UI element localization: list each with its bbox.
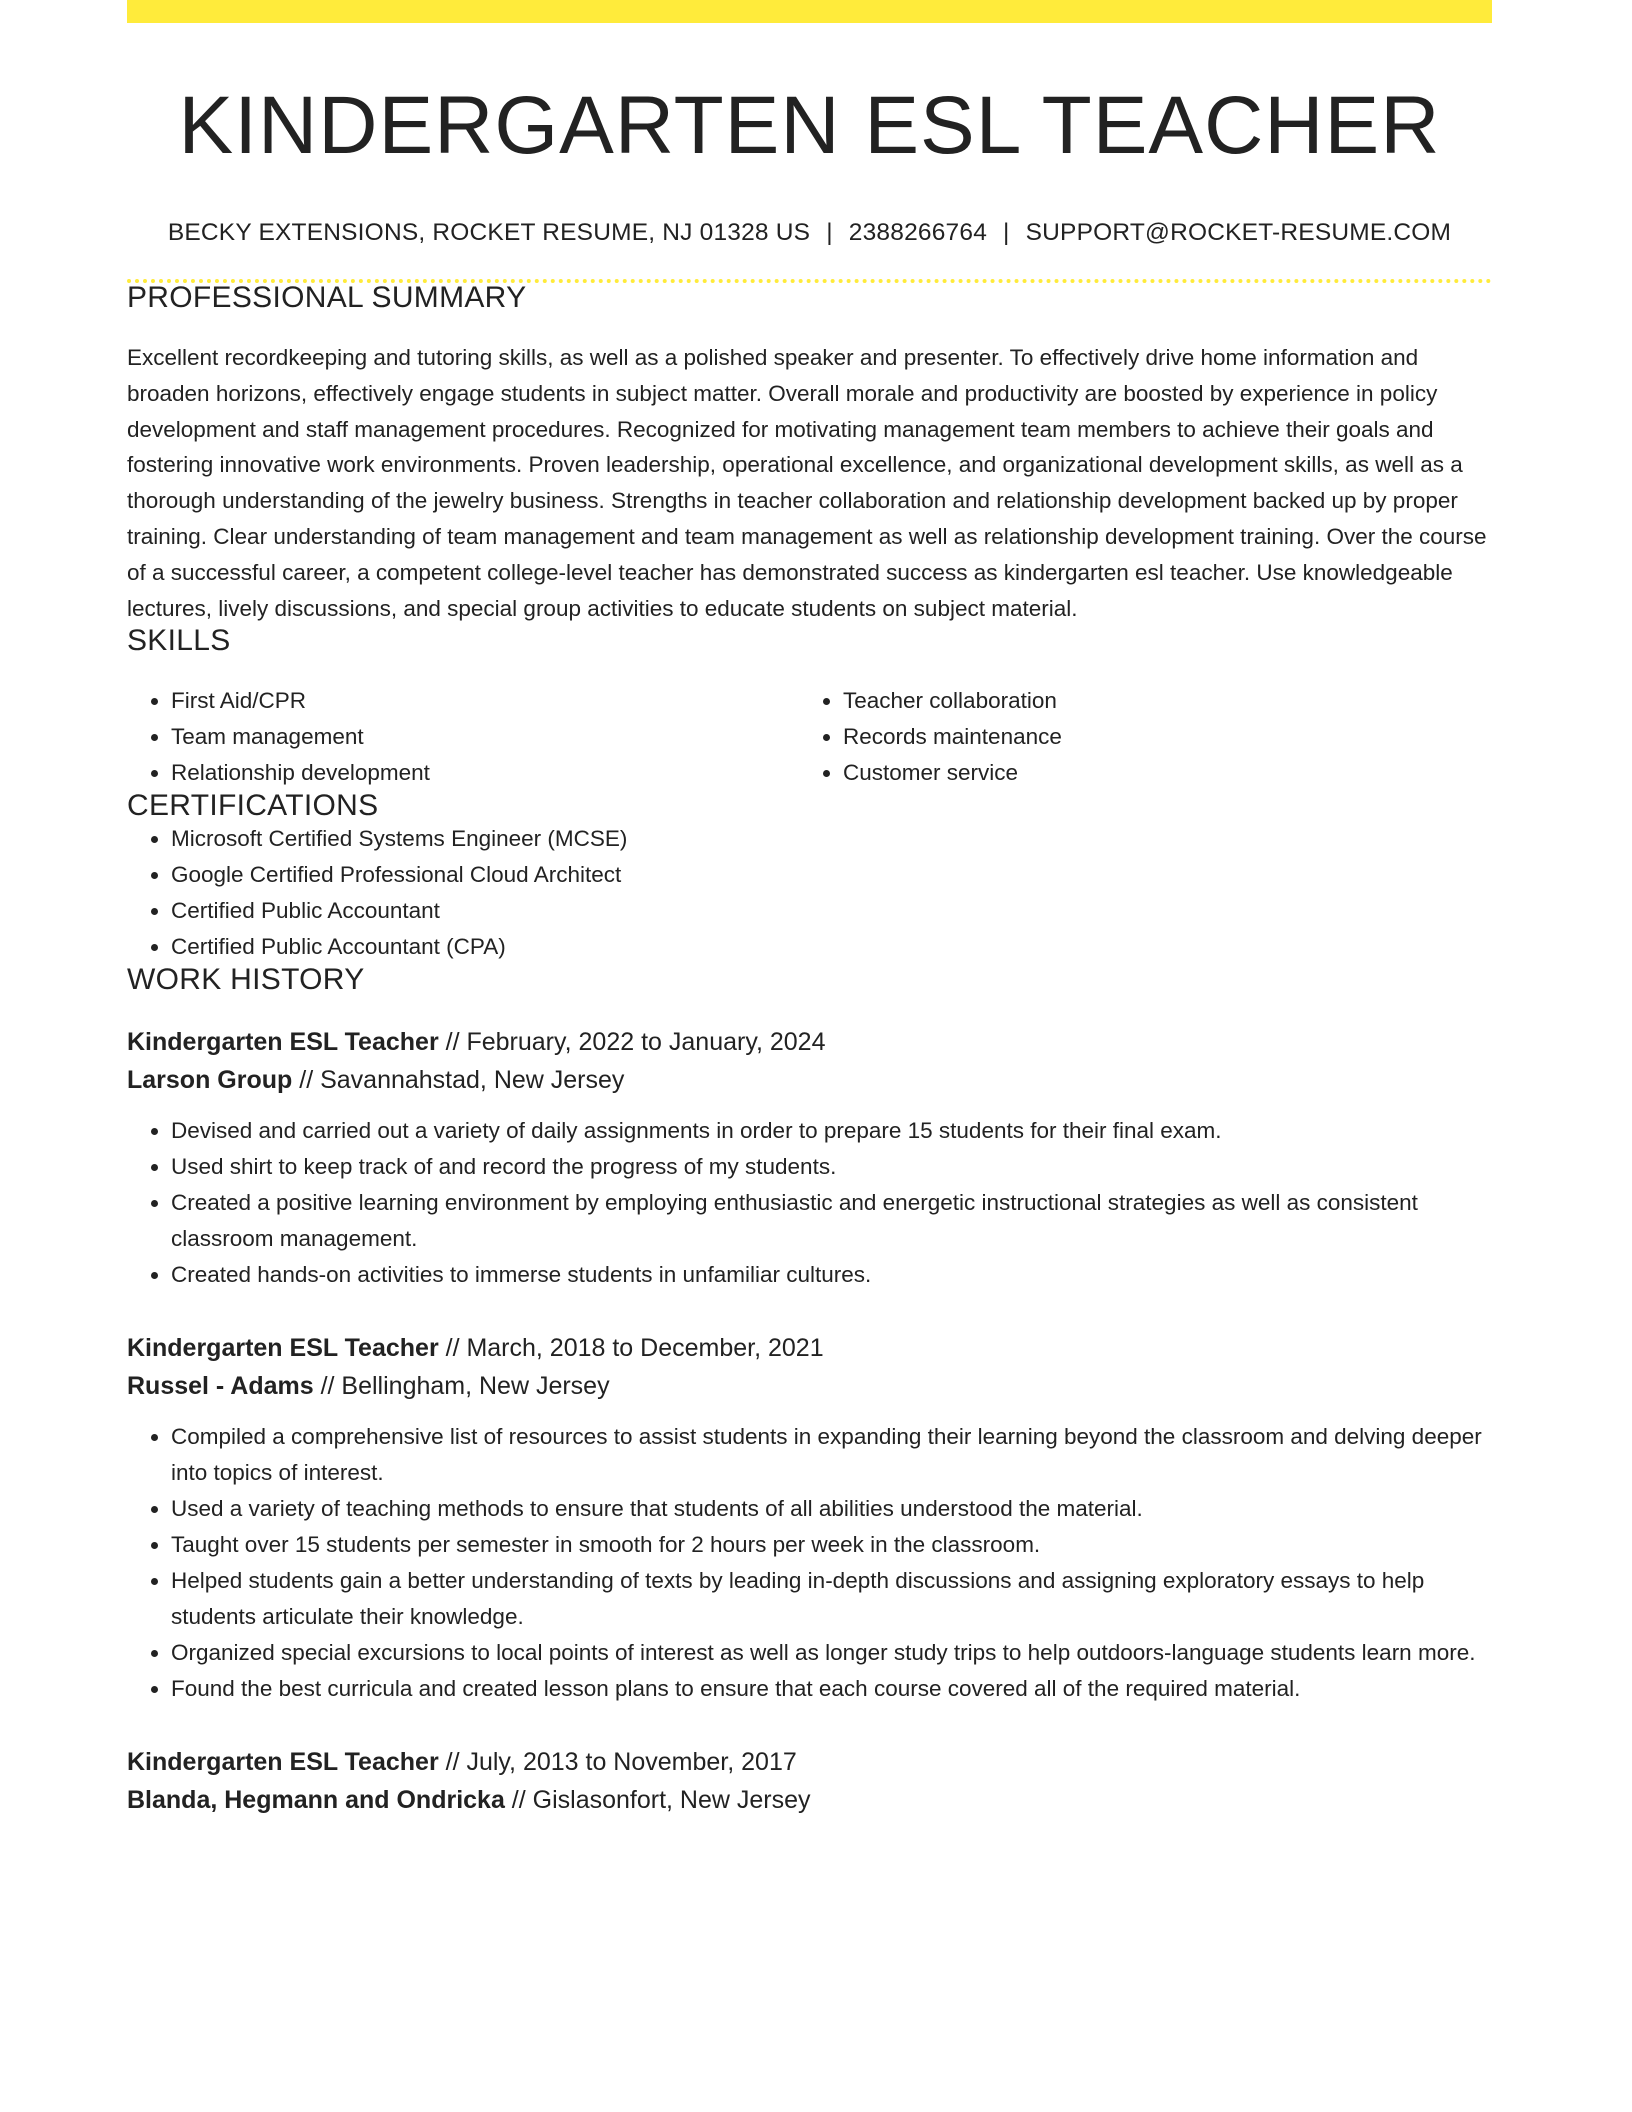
job-dates: // July, 2013 to November, 2017 [438, 1748, 797, 1777]
contact-address: BECKY EXTENSIONS, ROCKET RESUME, NJ 01328 US [167, 219, 811, 246]
skill-item: • Records maintenance [843, 719, 1471, 755]
job-role-line [127, 1329, 1492, 1367]
resume-title: KINDERGARTEN ESL TEACHER [178, 80, 1441, 171]
job-bullet: • Compiled a comprehensive list of resources to assist students in expanding their learning beyond the classroom and delving deeper into topics of interest. [171, 1419, 1492, 1491]
job-company-line [127, 1061, 1492, 1099]
skills-list-left [127, 683, 799, 791]
job-bullets [127, 1113, 1492, 1293]
job-role-line [127, 1023, 1492, 1061]
job-bullets [127, 1419, 1492, 1707]
job-bullet: • Found the best curricula and created lesson plans to ensure that each course covered all of the required material. [171, 1671, 1492, 1707]
work-history-heading: WORK HISTORY [127, 963, 365, 997]
accent-top-bar [127, 0, 1492, 23]
job-company-line [127, 1781, 1492, 1819]
skills-list-right [799, 683, 1471, 791]
summary-heading: PROFESSIONAL SUMMARY [127, 281, 527, 314]
resume-page [127, 0, 1492, 1819]
job-dates: // March, 2018 to December, 2021 [438, 1334, 824, 1363]
job-bullet: • Created a positive learning environment by employing enthusiastic and energetic instructional strategies as well as consistent classroom management. [171, 1185, 1492, 1257]
job-location: // Savannahstad, New Jersey [292, 1066, 625, 1095]
skill-item: • First Aid/CPR [171, 683, 799, 719]
certification-item: • Microsoft Certified Systems Engineer (MCSE) [171, 821, 1492, 857]
contact-separator: | [1003, 219, 1010, 246]
certification-item: • Certified Public Accountant [171, 893, 1492, 929]
skill-item: • Team management [171, 719, 799, 755]
job-entry [127, 1023, 1492, 1293]
job-company: Larson Group [127, 1066, 293, 1095]
job-company: Russel - Adams [127, 1372, 314, 1401]
job-bullet: • Created hands-on activities to immerse students in unfamiliar cultures. [171, 1257, 1492, 1293]
job-role: Kindergarten ESL Teacher [127, 1334, 439, 1363]
job-bullet: • Taught over 15 students per semester in smooth for 2 hours per week in the classroom. [171, 1527, 1492, 1563]
job-company: Blanda, Hegmann and Ondricka [127, 1786, 505, 1815]
skill-item: • Teacher collaboration [843, 683, 1471, 719]
skills-column-right [799, 683, 1471, 791]
certification-item: • Certified Public Accountant (CPA) [171, 929, 1492, 965]
job-location: // Bellingham, New Jersey [313, 1372, 610, 1401]
contact-separator: | [826, 219, 833, 246]
skill-item: • Relationship development [171, 755, 799, 791]
certification-item: • Google Certified Professional Cloud Architect [171, 857, 1492, 893]
job-role: Kindergarten ESL Teacher [127, 1748, 439, 1777]
job-location: // Gislasonfort, New Jersey [504, 1786, 811, 1815]
certifications-heading: CERTIFICATIONS [127, 789, 379, 823]
job-bullet: • Used shirt to keep track of and record the progress of my students. [171, 1149, 1492, 1185]
job-dates: // February, 2022 to January, 2024 [438, 1028, 826, 1057]
skills-grid [127, 683, 1492, 791]
job-bullet: • Devised and carried out a variety of daily assignments in order to prepare 15 students for their final exam. [171, 1113, 1492, 1149]
contact-line [127, 219, 1492, 247]
job-bullet: • Organized special excursions to local points of interest as well as longer study trips to help outdoors-language students learn more. [171, 1635, 1492, 1671]
certifications-list [127, 821, 1492, 965]
skills-heading: SKILLS [127, 624, 231, 658]
skills-column-left [127, 683, 799, 791]
job-role: Kindergarten ESL Teacher [127, 1028, 439, 1057]
skill-item: • Customer service [843, 755, 1471, 791]
contact-phone: 2388266764 [848, 219, 988, 246]
job-bullet: • Helped students gain a better understanding of texts by leading in-depth discussions and assigning exploratory essays to help students articulate their knowledge. [171, 1563, 1492, 1635]
job-company-line [127, 1367, 1492, 1405]
job-entry [127, 1329, 1492, 1707]
job-role-line [127, 1743, 1492, 1781]
job-bullet: • Used a variety of teaching methods to ensure that students of all abilities understood the material. [171, 1491, 1492, 1527]
job-entry [127, 1743, 1492, 1819]
summary-paragraph: Excellent recordkeeping and tutoring skills, as well as a polished speaker and presenter. To effectively drive home information and broaden horizons, effectively engage students in subject matter. Overall morale and productivity are boosted by experience in policy development and staff management procedures. Recognized for motivating management team members to achieve their goals and fostering innovative work environments. Proven leadership, operational excellence, and organizational development skills, as well as a thorough understanding of the jewelry business. Strengths in teacher collaboration and relationship development backed up by proper training. Clear understanding of team management and team management as well as relationship development training. Over the course of a successful career, a competent college-level teacher has demonstrated success as kindergarten esl teacher. Use knowledgeable lectures, lively discussions, and special group activities to educate students on subject material. [127, 345, 1487, 621]
contact-email: SUPPORT@ROCKET-RESUME.COM [1025, 219, 1452, 246]
